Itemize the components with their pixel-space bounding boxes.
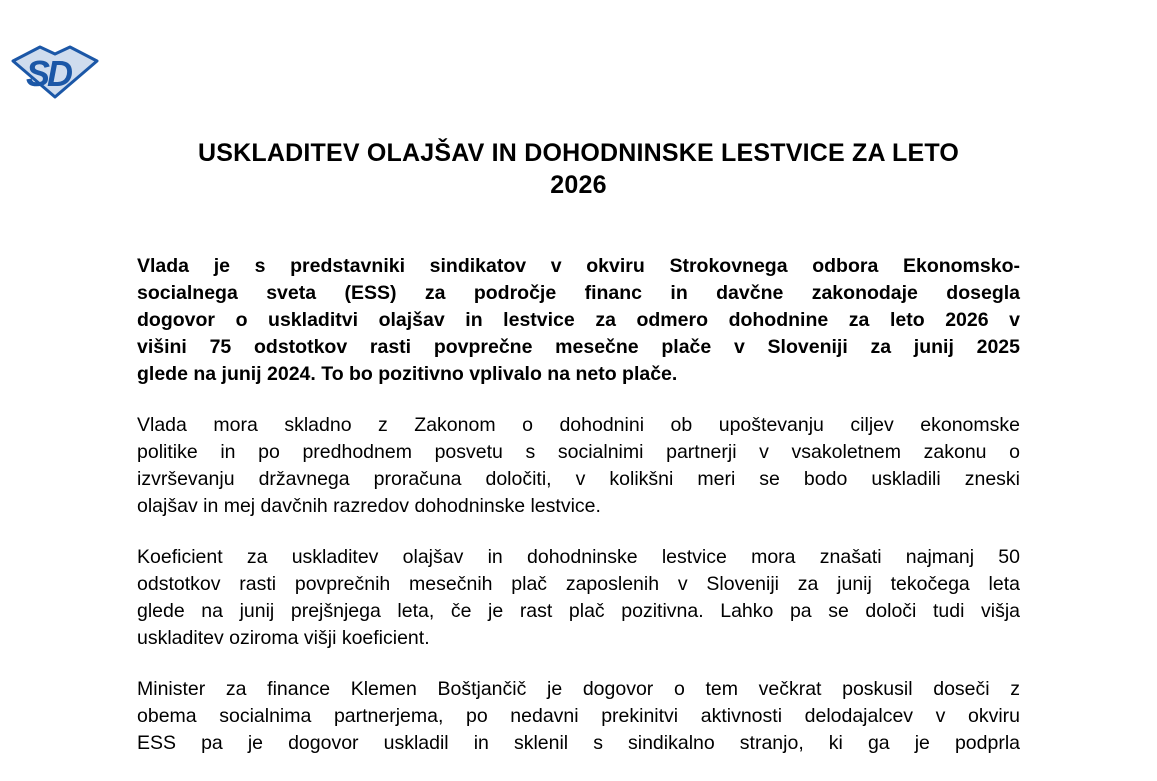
text-line: odstotkov rasti povprečnih mesečnih plač zaposlenih v Sloveniji za junij tekočega leta [137,573,1020,595]
text-line: Minister za finance Klemen Boštjančič je dogovor o tem večkrat poskusil doseči z [137,678,1020,700]
document-title [137,137,1020,201]
text-line: Vlada mora skladno z Zakonom o dohodnini ob upoštevanju ciljev ekonomske [137,414,1020,436]
sd-logo-icon [11,44,99,100]
text-line: Koeficient za uskladitev olajšav in dohodninske lestvice mora znašati najmanj 50 [137,546,1020,568]
text-line: uskladitev oziroma višji koeficient. [137,627,430,649]
text-line: Vlada je s predstavniki sindikatov v okviru Strokovnega odbora Ekonomsko- [137,255,1020,277]
document-title-line-1: USKLADITEV OLAJŠAV IN DOHODNINSKE LESTVICE ZA LETO [198,139,959,167]
paragraph [137,253,1020,388]
text-line: socialnega sveta (ESS) za področje financ in davčne zakonodaje dosegla [137,282,1020,304]
document-title-line-2: 2026 [550,171,607,199]
text-line: višini 75 odstotkov rasti povprečne mesečne plače v Sloveniji za junij 2025 [137,336,1020,358]
paragraph [137,544,1020,652]
text-line: olajšav in mej davčnih razredov dohodninske lestvice. [137,495,601,517]
sd-logo-text: SD [26,53,71,94]
text-line: ESS pa je dogovor uskladil in sklenil s sindikalno stranjo, ki ga je podprla [137,732,1020,754]
text-line: glede na junij prejšnjega leta, če je rast plač pozitivna. Lahko pa se določi tudi višja [137,600,1020,622]
text-line: izvrševanju državnega proračuna določiti, v kolikšni meri se bodo uskladili zneski [137,468,1020,490]
sd-logo [11,44,99,100]
paragraph [137,676,1020,757]
document-body [137,253,1020,781]
paragraph [137,412,1020,520]
text-line: dogovor o uskladitvi olajšav in lestvice za odmero dohodnine za leto 2026 v [137,309,1020,331]
text-line: politike in po predhodnem posvetu s socialnimi partnerji v vsakoletnem zakonu o [137,441,1020,463]
text-line: glede na junij 2024. To bo pozitivno vplivalo na neto plače. [137,363,678,385]
text-line: obema socialnima partnerjema, po nedavni prekinitvi aktivnosti delodajalcev v okviru [137,705,1020,727]
